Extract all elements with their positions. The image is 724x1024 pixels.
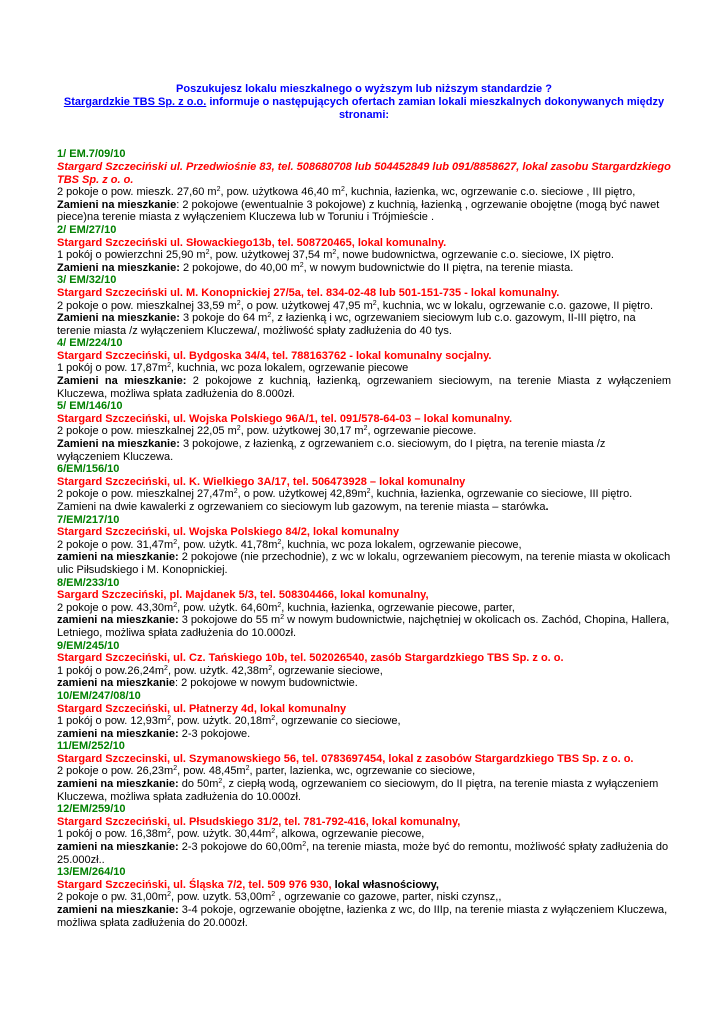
exchange-text: w nowym budownictwie, najchętniej w okolicach os. Zachód, Chopina, Hallera, Letniego, możliwa spłata zadłużenia do 10.000zł. — [57, 614, 670, 639]
detail-text: 2 pokoje o pow. 31,47m — [57, 538, 174, 551]
detail-text: 2 pokoje o pow. 43,30m — [57, 601, 174, 614]
offer-item — [57, 866, 671, 929]
detail-text: , pow. użytkowej 30,17 m — [240, 425, 364, 438]
detail-text: 2 pokoje o pow. mieszkalnej 27,47m — [57, 488, 234, 501]
offer-exchange — [57, 438, 671, 463]
sup: 2 — [245, 765, 250, 773]
exchange-label: Zamieni na mieszkanie: — [57, 375, 187, 388]
offer-exchange — [57, 614, 671, 639]
tbs-link[interactable]: Stargardzkie TBS Sp. z o.o. — [63, 95, 207, 108]
sup: 2 — [271, 715, 276, 723]
sup: 2 — [271, 828, 276, 836]
offer-item — [57, 577, 671, 640]
sup: 2 — [173, 601, 178, 609]
detail-text: 2 pokoje o pow. mieszk. 27,60 m — [57, 186, 217, 199]
offer-address: Stargard Szczeciński, ul. K. Wielkiego 3A/17, tel. 506473928 – lokal komunalny — [57, 475, 466, 488]
document-header — [57, 83, 671, 121]
offer-item — [57, 803, 671, 866]
offer-exchange — [57, 551, 671, 576]
offer-address: Stargard Szczeciński ul. M. Konopnickiej 27/5a, tel. 834-02-48 lub 501-151-735 - lokal komunalny. — [57, 286, 560, 299]
header-info-text: informuje o następujących ofertach zamian lokali mieszkalnych dokonywanych między stronami: — [206, 95, 665, 121]
exchange-text: 2-3 pokojowe. — [178, 727, 251, 740]
exchange-text: 2 pokojowe z kuchnią, łazienką, ogrzewaniem sieciowym, na terenie Miasta z wyłączeniem Kluczewa, możliwa spłata zadłużenia do 8.000zł. — [57, 375, 672, 400]
exchange-label: zamieni na mieszkanie: — [57, 841, 179, 854]
detail-text: 2 pokoje o pow. mieszkalnej 33,59 m — [57, 299, 237, 312]
offer-exchange — [57, 375, 671, 400]
offer-code: 3/ EM/32/10 — [57, 274, 117, 287]
sup: 2 — [167, 715, 171, 723]
exchange-text: do 50m — [178, 778, 219, 791]
offer-details — [57, 362, 671, 375]
sup: 2 — [267, 312, 272, 320]
detail-text: , alkowa, ogrzewanie piecowe, — [275, 828, 425, 841]
offer-code: 1/ EM.7/09/10 — [57, 148, 126, 161]
offer-exchange — [57, 199, 671, 224]
sup: 2 — [173, 765, 178, 773]
detail-text: , pow. użytk. 20,18m — [170, 715, 272, 728]
offers-list — [57, 148, 671, 929]
offer-code: 11/EM/252/10 — [57, 740, 125, 753]
detail-text: 2 pokoje o pow. 26,23m — [57, 765, 174, 778]
offer-item — [57, 400, 671, 463]
detail-text: , pow. użytk. 41,78m — [177, 538, 278, 551]
exchange-label: Zamieni na mieszkanie — [57, 198, 177, 211]
offer-item — [57, 463, 671, 513]
exchange-text: , w nowym budownictwie do II piętra, na terenie miasta. — [303, 261, 574, 274]
sup: 2 — [268, 664, 273, 672]
detail-text: , nowe budownictwa, ogrzewanie c.o. sieciowe, IX piętro. — [336, 249, 614, 262]
sup: 2 — [271, 891, 276, 899]
detail-text: 1 pokój o pow. 16,38m — [57, 828, 168, 841]
offer-details — [57, 186, 671, 199]
detail-text: , pow. uzytk. 53,00m — [170, 891, 272, 904]
sup: 2 — [167, 891, 171, 899]
offer-exchange — [57, 677, 671, 690]
detail-text: , pow. użytk. 64,60m — [177, 601, 278, 614]
offer-exchange — [57, 841, 671, 866]
offer-item — [57, 337, 671, 400]
detail-text: , ogrzewanie sieciowe, — [272, 664, 383, 677]
exchange-text: 3 pokoje do 64 m — [179, 312, 268, 325]
sup: 2 — [280, 614, 285, 622]
detail-text: , ogrzewanie co gazowe, parter, niski czynsz,, — [275, 891, 502, 904]
offer-details — [57, 665, 671, 678]
exchange-label: zamieni na mieszkanie: — [57, 551, 179, 564]
offer-exchange — [57, 904, 671, 929]
detail-text: 1 pokój o pow.26,24m — [57, 664, 165, 677]
detail-text: , parter, lazienka, wc, ogrzewanie co sieciowe, — [249, 765, 476, 778]
detail-text: , pow. użytk. 30,44m — [170, 828, 272, 841]
detail-text: , kuchnia, wc poza lokalem, ogrzewanie piecowe, — [281, 538, 522, 551]
offer-item — [57, 274, 671, 337]
offer-item — [57, 740, 671, 803]
exchange-label: Zamieni na mieszkanie: — [57, 312, 180, 325]
sup: 2 — [372, 299, 377, 307]
offer-code: 5/ EM/146/10 — [57, 400, 123, 413]
sup: 2 — [167, 828, 171, 836]
offer-address: Stargard Szczeciński, ul. Cz. Tańskiego 10b, tel. 502026540, zasób Stargardzkiego TBS Sp. z o. o. — [57, 652, 564, 665]
offer-address — [57, 879, 671, 892]
exchange-label: zamieni na mieszkanie: — [57, 778, 179, 791]
offer-address: Stargard Szczeciński, ul. Płsudskiego 31/2, tel. 781-792-416, lokal komunalny, — [57, 815, 461, 828]
offer-address: Stargard Szczeciński, ul. Bydgoska 34/4, tel. 788163762 - lokal komunalny socjalny. — [57, 349, 492, 362]
detail-text: 2 pokoje o pow. mieszkalnej 22,05 m — [57, 425, 237, 438]
offer-address: Stargard Szczeciński, ul. Wojska Polskiego 84/2, lokal komunalny — [57, 526, 400, 539]
offer-code: 10/EM/247/08/10 — [57, 689, 141, 702]
header-info — [57, 96, 671, 122]
exchange-label: zamieni na mieszkanie: — [57, 614, 179, 627]
detail-text: , kuchnia, wc poza lokalem, ogrzewanie piecowe — [170, 362, 409, 375]
offer-exchange — [57, 262, 671, 275]
exchange-text: 2 pokojowe (nie przechodnie), z wc w lokalu, ogrzewaniem piecowym, na terenie miasta w okolicach ulic Piłsudskiego i M. Konopnickiej. — [57, 551, 671, 576]
offer-details — [57, 488, 671, 501]
address-text: Stargard Szczeciński, ul. Śląska 7/2, tel. 509 976 930, — [57, 878, 332, 891]
offer-details — [57, 828, 671, 841]
sup: 2 — [340, 186, 345, 194]
offer-item — [57, 514, 671, 577]
offer-code: 2/ EM/27/10 — [57, 223, 117, 236]
offer-address: Stargard Szczeciński, ul. Płatnerzy 4d, lokal komunalny — [57, 702, 347, 715]
detail-text: , o pow. użytkowej 42,89m — [237, 488, 367, 501]
offer-address: Stargard Szczeciński, ul. Wojska Polskiego 96A/1, tel. 091/578-64-03 – lokal komunalny. — [57, 412, 513, 425]
offer-address: Stargard Szczeciński ul. Przedwiośnie 83, tel. 508680708 lub 504452849 lub 091/8858627, lokal zasobu Stargardzkiego TBS Sp. z o. o. — [57, 160, 671, 186]
offer-exchange — [57, 778, 671, 803]
offer-details — [57, 715, 671, 728]
offer-code: 12/EM/259/10 — [57, 803, 126, 816]
offer-code: 13/EM/264/10 — [57, 866, 126, 879]
sup: 2 — [366, 488, 371, 496]
exchange-text: : 2 pokojowe (ewentualnie 3 pokojowe) z kuchnią, łazienką , ogrzewanie obojętne (mogą być nawet piece)na terenie miasta z wyłączeniem Kluczewa lub w Toruniu i Trójmieście . — [57, 198, 660, 224]
exchange-label: amieni na mieszkanie: — [62, 727, 179, 740]
offer-item — [57, 640, 671, 690]
detail-text: , pow. użytkowa 46,40 m — [220, 186, 341, 199]
offer-exchange — [57, 501, 671, 514]
exchange-text: 3 pokojowe do 55 m — [178, 614, 281, 627]
detail-text: , kuchnia, łazienka, ogrzewanie co sieciowe, III piętro. — [370, 488, 633, 501]
detail-text: 2 pokoje o pw. 31,00m — [57, 891, 168, 904]
offer-details — [57, 539, 671, 552]
offer-code: 9/EM/245/10 — [57, 639, 120, 652]
document-page — [57, 83, 671, 929]
detail-text: , kuchnia, łazienka, ogrzewanie piecowe, parter, — [281, 601, 515, 614]
offer-code: 8/EM/233/10 — [57, 576, 120, 589]
exchange-text: , z ciepłą wodą, ogrzewaniem co sieciowym, do II piętra, na terenie miasta z wyłączeniem Kluczewa, możliwa spłata zadłużenia do 10.000zł. — [57, 778, 659, 803]
exchange-label: Zamieni na mieszkanie: — [57, 438, 180, 451]
sup: 2 — [332, 249, 337, 257]
sup: 2 — [299, 261, 304, 269]
offer-address: Stargard Szczecinski, ul. Szymanowskiego 56, tel. 0783697454, lokal z zasobów Stargardzkiego TBS Sp. z o. o. — [57, 752, 634, 765]
offer-exchange — [57, 312, 671, 337]
sup: 2 — [164, 664, 168, 672]
sup: 2 — [277, 538, 282, 546]
exchange-text: , z łazienką i wc, ogrzewaniem sieciowym lub c.o. gazowym, II-III piętro, na terenie miasta /z wyłączeniem Kluczewa/, możliwość spłaty zadłużenia do 40 tys. — [57, 312, 636, 337]
sup: 2 — [167, 362, 171, 370]
exchange-label: zamieni na mieszkanie: — [57, 904, 179, 917]
sup: 2 — [216, 186, 221, 194]
sup: 2 — [363, 425, 368, 433]
exchange-text: 2 pokojowe, do 40,00 m — [179, 261, 300, 274]
sup: 2 — [277, 601, 282, 609]
exchange-text: Zamieni na dwie kawalerki z ogrzewaniem co sieciowym lub gazowym, na terenie miasta – starówka — [57, 501, 546, 514]
offer-address: Sargard Szczeciński, pl. Majdanek 5/3, tel. 508304466, lokal komunalny, — [57, 589, 429, 602]
exchange-label-prefix: z — [57, 727, 63, 740]
sup: 2 — [233, 488, 238, 496]
offer-details — [57, 300, 671, 313]
detail-text: , kuchnia, łazienka, wc, ogrzewanie c.o. sieciowe , III piętro, — [344, 186, 636, 199]
detail-text: , pow. 48,45m — [177, 765, 246, 778]
sup: 2 — [236, 425, 241, 433]
exchange-label: Zamieni na mieszkanie: — [57, 261, 180, 274]
exchange-text: : 2 pokojowe w nowym budownictwie. — [175, 677, 358, 690]
detail-text: , kuchnia, wc w lokalu, ogrzewanie c.o. gazowe, II piętro. — [376, 299, 654, 312]
detail-text: , o pow. użytkowej 47,95 m — [240, 299, 373, 312]
sup: 2 — [218, 778, 223, 786]
exchange-text: , na terenie miasta, może być do remontu, możliwość spłaty zadłużenia do 25.000zł.. — [57, 841, 669, 866]
address-ownership: lokal własnościowy, — [331, 878, 439, 891]
sup: 2 — [205, 249, 210, 257]
offer-code: 4/ EM/224/10 — [57, 337, 123, 350]
detail-text: 1 pokój o powierzchni 25,90 m — [57, 249, 206, 262]
exchange-text: 3-4 pokoje, ogrzewanie obojętne, łazienka z wc, do IIIp, na terenie miasta z wyłączeniem Kluczewa, możliwa spłata zadłużenia do 20.000zł. — [57, 904, 668, 929]
detail-text: 1 pokój o pow. 17,87m — [57, 362, 168, 375]
header-question: Poszukujesz lokalu mieszkalnego o wyższym lub niższym standardzie ? — [176, 83, 552, 95]
exchange-text: 3 pokojowe, z łazienką, z ogrzewaniem c.o. sieciowym, do I piętra, na terenie miasta /z wyłączeniem Kluczewa. — [57, 438, 606, 463]
offer-exchange — [57, 728, 671, 741]
offer-item — [57, 690, 671, 740]
sup: 2 — [236, 299, 241, 307]
offer-details — [57, 602, 671, 615]
detail-text: , pow. użytkowej 37,54 m — [209, 249, 333, 262]
detail-text: , pow. użytk. 42,38m — [167, 664, 269, 677]
sup: 2 — [302, 841, 307, 849]
offer-address: Stargard Szczeciński ul. Słowackiego13b, tel. 508720465, lokal komunalny. — [57, 236, 447, 249]
detail-text: , ogrzewanie piecowe. — [367, 425, 477, 438]
exchange-label: zamieni na mieszkanie — [57, 677, 175, 690]
sup: 2 — [173, 538, 178, 546]
detail-text: , ogrzewanie co sieciowe, — [275, 715, 401, 728]
offer-code: 7/EM/217/10 — [57, 513, 120, 526]
offer-details — [57, 425, 671, 438]
offer-details — [57, 249, 671, 262]
offer-code: 6/EM/156/10 — [57, 463, 120, 476]
offer-details — [57, 891, 671, 904]
offer-item — [57, 148, 671, 224]
exchange-text: 2-3 pokojowe do 60,00m — [178, 841, 303, 854]
offer-item — [57, 224, 671, 274]
offer-details — [57, 765, 671, 778]
detail-text: 1 pokój o pow. 12,93m — [57, 715, 168, 728]
exchange-end: . — [545, 501, 549, 514]
